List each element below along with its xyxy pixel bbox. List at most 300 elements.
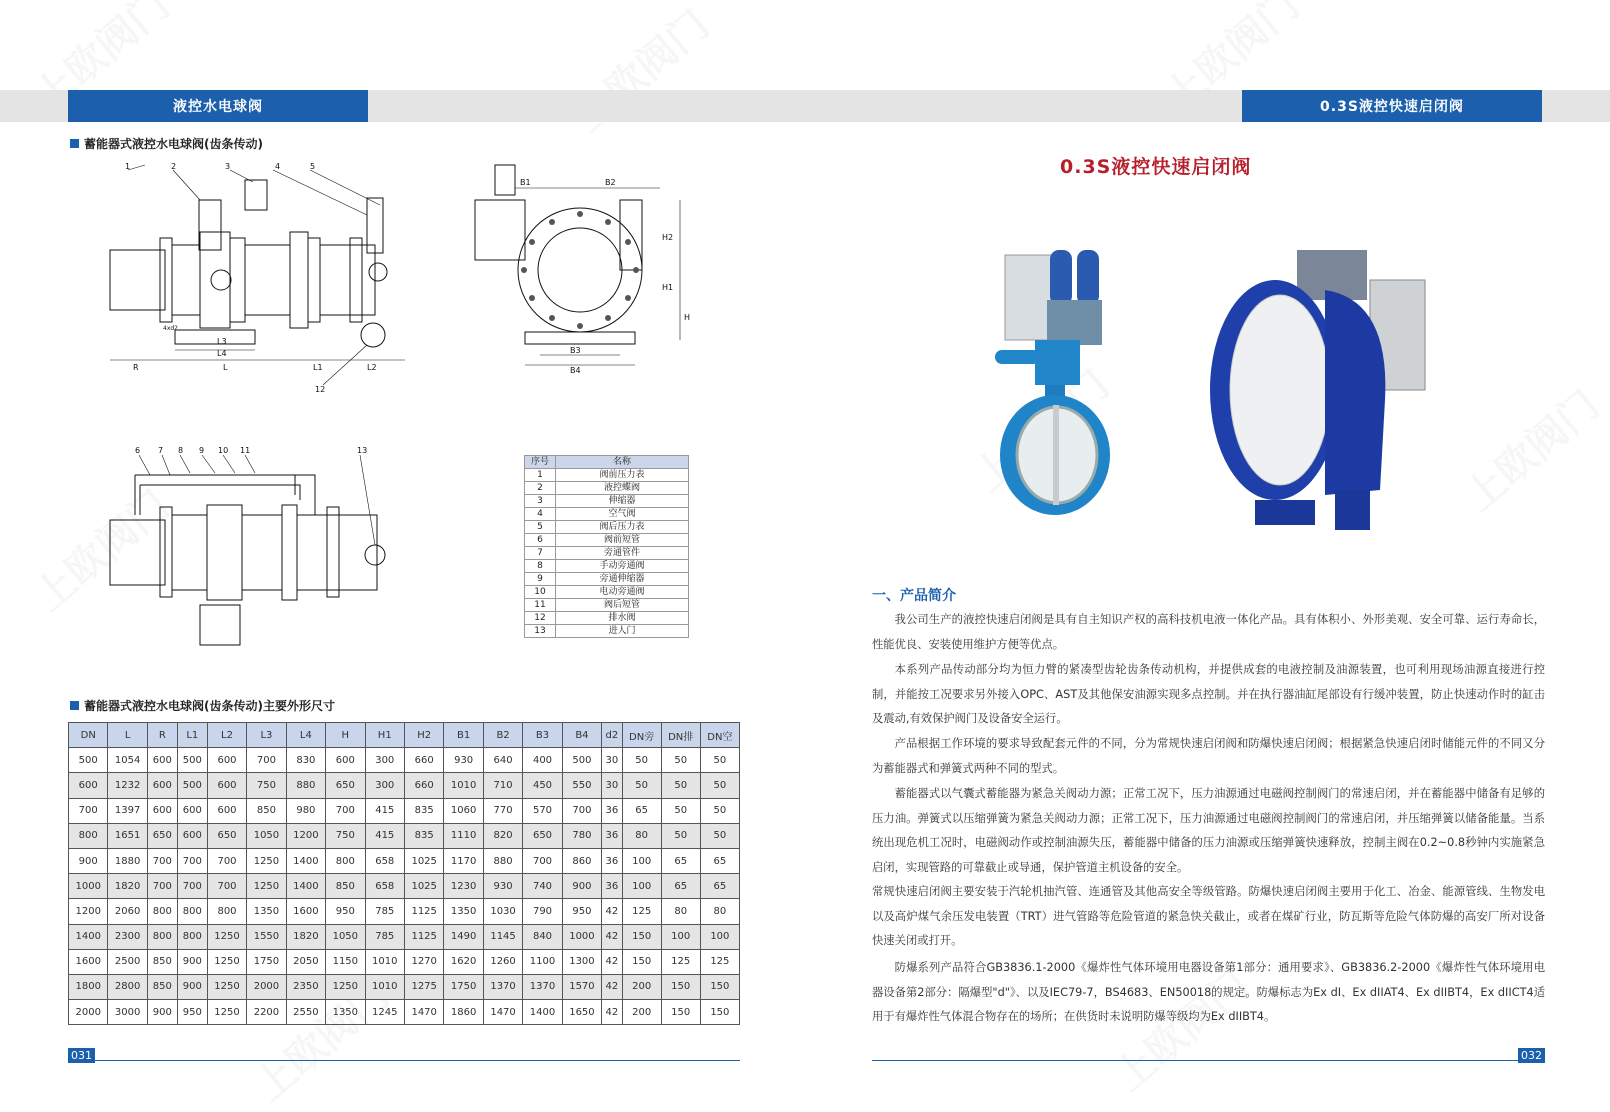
table-cell: 1170 (444, 848, 483, 873)
table-cell: 1400 (523, 1000, 562, 1025)
table-cell: 700 (147, 848, 177, 873)
column-header: H2 (404, 723, 443, 748)
legend-part-name: 空气阀 (556, 508, 689, 521)
table-cell: 1350 (247, 899, 286, 924)
column-header: L4 (286, 723, 325, 748)
table-cell: 600 (177, 823, 207, 848)
table-cell: 1125 (404, 924, 443, 949)
table-row (69, 974, 740, 999)
table-cell: 600 (207, 773, 246, 798)
right-page-header: 0.3S液控快速启闭阀 (1242, 90, 1542, 122)
table-cell: 1232 (108, 773, 147, 798)
table-cell: 980 (286, 798, 325, 823)
legend-index: 11 (525, 599, 556, 612)
table-cell: 1010 (444, 773, 483, 798)
plan-view-drawing (105, 445, 425, 660)
square-bullet-icon (70, 701, 79, 710)
table-cell: 400 (523, 748, 562, 773)
paragraph: 常规快速启闭阀主要安装于汽轮机抽汽管、连通管及其他高安全等级管路。防爆快速启闭阀主要用于化工、冶金、能源管线、生物发电以及高炉煤气余压发电装置（TRT）进气管路等危险管道的紧急快关截止，或者在煤矿行业，防瓦斯等危险气体防爆的高安厂所对设备快速关闭或打开。 (872, 885, 1545, 948)
page-footer-rule (68, 1060, 740, 1061)
table-cell: 1880 (108, 848, 147, 873)
dim-label: 4xd2 (163, 325, 178, 332)
table-cell: 415 (365, 798, 404, 823)
table-cell: 1250 (207, 974, 246, 999)
table-cell: 300 (365, 748, 404, 773)
table-cell: 1650 (562, 1000, 601, 1025)
dim-label: H2 (662, 233, 674, 242)
table-cell: 2060 (108, 899, 147, 924)
table-cell: 700 (207, 848, 246, 873)
table-cell: 1651 (108, 823, 147, 848)
table-cell: 1025 (404, 848, 443, 873)
table-cell: 800 (177, 924, 207, 949)
table-cell: 1050 (247, 823, 286, 848)
legend-row (525, 625, 689, 638)
table-cell: 1010 (365, 974, 404, 999)
table-cell: 1100 (523, 949, 562, 974)
table-cell: 1270 (404, 949, 443, 974)
table-cell: 800 (207, 899, 246, 924)
table-cell: 1275 (404, 974, 443, 999)
table-row (69, 949, 740, 974)
paragraph: 产品根据工作环境的要求导致配套元件的不同，分为常规快速启闭阀和防爆快速启闭阀；根据紧急快速启闭时储能元件的不同又分为蓄能器式和弹簧式两种不同的型式。 (872, 737, 1545, 775)
table-cell: 1620 (444, 949, 483, 974)
legend-index: 3 (525, 495, 556, 508)
paragraph: 本系列产品传动部分均为恒力臂的紧凑型齿轮齿条传动机构，并提供成套的电液控制及油源装置，也可利用现场油源直接进行控制，并能按工况要求另外接入OPC、AST及其他保安油源实现多点控制。并在执行器油缸尾部设有行缓冲装置，防止快速动作时的缸击及震动,有效保护阀门及设备安全运行。 (872, 663, 1545, 726)
legend-row (525, 547, 689, 560)
table-row (69, 1000, 740, 1025)
table-row (69, 899, 740, 924)
table-cell: 1550 (247, 924, 286, 949)
column-header: DN排 (661, 723, 700, 748)
dim-label: L4 (217, 349, 227, 358)
table-cell: 1370 (523, 974, 562, 999)
table-cell: 700 (177, 874, 207, 899)
table-cell: 785 (365, 899, 404, 924)
legend-index: 10 (525, 586, 556, 599)
table-cell: 1600 (286, 899, 325, 924)
callout-label: 3 (225, 162, 231, 171)
table-cell: 50 (661, 748, 700, 773)
table-cell: 860 (562, 848, 601, 873)
legend-row (525, 573, 689, 586)
table-cell: 1400 (286, 848, 325, 873)
table-cell: 50 (700, 823, 739, 848)
legend-part-name: 伸缩器 (556, 495, 689, 508)
legend-part-name: 手动旁通阀 (556, 560, 689, 573)
table-cell: 1350 (326, 1000, 365, 1025)
table-cell: 300 (365, 773, 404, 798)
table-cell: 36 (602, 874, 622, 899)
table-cell: 600 (326, 748, 365, 773)
table-cell: 850 (247, 798, 286, 823)
table-cell: 2300 (108, 924, 147, 949)
table-cell: 1250 (247, 874, 286, 899)
table-cell: 1245 (365, 1000, 404, 1025)
table-cell: 1397 (108, 798, 147, 823)
table-cell: 880 (483, 848, 522, 873)
table-cell: 750 (326, 823, 365, 848)
table-cell: 1000 (69, 874, 108, 899)
legend-part-name: 阀前短管 (556, 534, 689, 547)
table-cell: 900 (562, 874, 601, 899)
table-row (69, 798, 740, 823)
table-cell: 50 (661, 823, 700, 848)
column-header: B4 (562, 723, 601, 748)
table-cell: 42 (602, 974, 622, 999)
table-cell: 900 (177, 949, 207, 974)
paragraph: 我公司生产的液控快速启闭阀是具有自主知识产权的高科技机电液一体化产品。具有体积小、外形美观、安全可靠、运行寿命长，性能优良、安装使用维护方便等优点。 (872, 613, 1545, 651)
column-header: L2 (207, 723, 246, 748)
dim-label: H1 (662, 283, 674, 292)
table-cell: 650 (326, 773, 365, 798)
table-cell: 700 (247, 748, 286, 773)
table-cell: 2550 (286, 1000, 325, 1025)
table-cell: 150 (622, 949, 661, 974)
table-cell: 1150 (326, 949, 365, 974)
butterfly-valve-photo (995, 245, 1115, 525)
table-cell: 900 (147, 1000, 177, 1025)
table-cell: 2350 (286, 974, 325, 999)
callout-label: 10 (218, 446, 229, 455)
table-row (69, 773, 740, 798)
table-cell: 700 (147, 874, 177, 899)
legend-index: 6 (525, 534, 556, 547)
table-cell: 600 (177, 798, 207, 823)
table-cell: 1125 (404, 899, 443, 924)
dim-label: H (684, 313, 691, 322)
legend-row (525, 495, 689, 508)
table-cell: 50 (700, 748, 739, 773)
legend-index: 4 (525, 508, 556, 521)
table-cell: 1750 (247, 949, 286, 974)
table-cell: 1010 (365, 949, 404, 974)
column-header: DN (69, 723, 108, 748)
table-cell: 640 (483, 748, 522, 773)
table-cell: 930 (483, 874, 522, 899)
table-cell: 570 (523, 798, 562, 823)
legend-row (525, 612, 689, 625)
legend-row (525, 508, 689, 521)
callout-label: 9 (199, 446, 205, 455)
table-cell: 150 (661, 974, 700, 999)
table-cell: 700 (69, 798, 108, 823)
table-cell: 30 (602, 773, 622, 798)
table-cell: 850 (147, 974, 177, 999)
legend-row (525, 534, 689, 547)
table-cell: 450 (523, 773, 562, 798)
legend-header: 名称 (556, 456, 689, 469)
table-cell: 2000 (247, 974, 286, 999)
table-cell: 650 (147, 823, 177, 848)
table-cell: 1230 (444, 874, 483, 899)
table-cell: 500 (562, 748, 601, 773)
dim-label: B4 (570, 366, 581, 375)
parts-legend-table (524, 455, 689, 638)
dim-label: L2 (367, 363, 377, 372)
page-number: 032 (1518, 1048, 1545, 1063)
table-cell: 65 (700, 874, 739, 899)
table-cell: 710 (483, 773, 522, 798)
dimensions-table (68, 722, 740, 1025)
table-cell: 1110 (444, 823, 483, 848)
table-cell: 790 (523, 899, 562, 924)
dim-label: L1 (313, 363, 323, 372)
callout-label: 13 (357, 446, 368, 455)
table-cell: 80 (622, 823, 661, 848)
table-cell: 500 (177, 773, 207, 798)
table-cell: 2800 (108, 974, 147, 999)
column-header: B1 (444, 723, 483, 748)
table-cell: 950 (326, 899, 365, 924)
table-cell: 700 (523, 848, 562, 873)
section-heading-text: 蓄能器式液控水电球阀(齿条传动) (84, 137, 263, 151)
table-cell: 1400 (286, 874, 325, 899)
table-cell: 1000 (562, 924, 601, 949)
legend-index: 8 (525, 560, 556, 573)
table-cell: 750 (247, 773, 286, 798)
table-cell: 65 (622, 798, 661, 823)
table-cell: 2500 (108, 949, 147, 974)
table-cell: 780 (562, 823, 601, 848)
table-row (69, 848, 740, 873)
left-page-header: 液控水电球阀 (68, 90, 368, 122)
table-cell: 50 (661, 773, 700, 798)
table-cell: 36 (602, 798, 622, 823)
table-cell: 1820 (108, 874, 147, 899)
callout-label: 6 (135, 446, 141, 455)
table-cell: 600 (69, 773, 108, 798)
table-cell: 658 (365, 848, 404, 873)
table-cell: 950 (562, 899, 601, 924)
table-cell: 650 (207, 823, 246, 848)
large-valve-photo (1205, 240, 1435, 540)
column-header: B3 (523, 723, 562, 748)
table-cell: 65 (661, 874, 700, 899)
column-header: DN空 (700, 723, 739, 748)
legend-index: 1 (525, 469, 556, 482)
table-cell: 1060 (444, 798, 483, 823)
table-cell: 50 (700, 773, 739, 798)
table-cell: 1250 (207, 924, 246, 949)
table-cell: 600 (147, 748, 177, 773)
table-cell: 1250 (207, 949, 246, 974)
table-cell: 36 (602, 823, 622, 848)
legend-row (525, 469, 689, 482)
table-cell: 1470 (483, 1000, 522, 1025)
table-cell: 125 (700, 949, 739, 974)
table-cell: 900 (177, 974, 207, 999)
side-view-drawing (470, 160, 700, 375)
callout-label: 8 (178, 446, 184, 455)
table-cell: 200 (622, 1000, 661, 1025)
legend-part-name: 电动旁通阀 (556, 586, 689, 599)
table-cell: 150 (700, 1000, 739, 1025)
callout-label: 12 (315, 385, 326, 394)
table-cell: 800 (69, 823, 108, 848)
dim-label: L (223, 363, 228, 372)
table-cell: 650 (523, 823, 562, 848)
table-cell: 930 (444, 748, 483, 773)
table-cell: 80 (700, 899, 739, 924)
table-cell: 100 (700, 924, 739, 949)
callout-label: 5 (310, 162, 316, 171)
table-cell: 700 (207, 874, 246, 899)
table-cell: 42 (602, 899, 622, 924)
legend-part-name: 排水阀 (556, 612, 689, 625)
table-cell: 1600 (69, 949, 108, 974)
table-cell: 50 (622, 773, 661, 798)
table-cell: 800 (177, 899, 207, 924)
table-cell: 415 (365, 823, 404, 848)
callout-label: 4 (275, 162, 281, 171)
table-cell: 1570 (562, 974, 601, 999)
table-cell: 600 (147, 773, 177, 798)
dim-label: B2 (605, 178, 616, 187)
table-cell: 830 (286, 748, 325, 773)
table-cell: 42 (602, 949, 622, 974)
table-cell: 1350 (444, 899, 483, 924)
section-heading-dimensions (70, 697, 335, 714)
product-title: 0.3S液控快速启闭阀 (1060, 156, 1252, 178)
table-cell: 30 (602, 748, 622, 773)
table-cell: 50 (700, 798, 739, 823)
legend-part-name: 阀后短管 (556, 599, 689, 612)
table-cell: 150 (622, 924, 661, 949)
table-cell: 800 (326, 848, 365, 873)
table-cell: 600 (207, 798, 246, 823)
table-cell: 150 (661, 1000, 700, 1025)
table-cell: 835 (404, 823, 443, 848)
table-cell: 850 (326, 874, 365, 899)
table-cell: 100 (622, 874, 661, 899)
table-cell: 2050 (286, 949, 325, 974)
table-cell: 1250 (247, 848, 286, 873)
legend-index: 2 (525, 482, 556, 495)
section-heading-text: 蓄能器式液控水电球阀(齿条传动)主要外形尺寸 (84, 699, 335, 713)
table-row (69, 924, 740, 949)
legend-part-name: 液控蝶阀 (556, 482, 689, 495)
column-header: DN旁 (622, 723, 661, 748)
table-cell: 500 (69, 748, 108, 773)
table-cell: 65 (661, 848, 700, 873)
front-view-drawing (105, 160, 425, 400)
table-cell: 150 (700, 974, 739, 999)
table-cell: 50 (661, 798, 700, 823)
table-cell: 1750 (444, 974, 483, 999)
table-cell: 500 (177, 748, 207, 773)
table-cell: 785 (365, 924, 404, 949)
table-cell: 1250 (207, 1000, 246, 1025)
column-header: R (147, 723, 177, 748)
table-cell: 1200 (69, 899, 108, 924)
column-header: H (326, 723, 365, 748)
table-cell: 42 (602, 1000, 622, 1025)
table-cell: 820 (483, 823, 522, 848)
callout-label: 2 (171, 162, 177, 171)
table-cell: 1145 (483, 924, 522, 949)
dim-label: B3 (570, 346, 581, 355)
section-heading-intro: 一、产品简介 (872, 588, 956, 604)
table-cell: 1025 (404, 874, 443, 899)
table-cell: 800 (147, 924, 177, 949)
table-cell: 900 (69, 848, 108, 873)
table-row (69, 823, 740, 848)
legend-row (525, 560, 689, 573)
table-cell: 50 (622, 748, 661, 773)
table-cell: 1800 (69, 974, 108, 999)
legend-part-name: 阀前压力表 (556, 469, 689, 482)
legend-row (525, 586, 689, 599)
table-cell: 1260 (483, 949, 522, 974)
table-cell: 125 (661, 949, 700, 974)
table-cell: 65 (700, 848, 739, 873)
table-cell: 800 (147, 899, 177, 924)
table-cell: 740 (523, 874, 562, 899)
table-cell: 770 (483, 798, 522, 823)
table-cell: 550 (562, 773, 601, 798)
column-header: B2 (483, 723, 522, 748)
column-header: L3 (247, 723, 286, 748)
table-cell: 1030 (483, 899, 522, 924)
column-header: L (108, 723, 147, 748)
legend-part-name: 旁通管件 (556, 547, 689, 560)
table-cell: 658 (365, 874, 404, 899)
legend-index: 5 (525, 521, 556, 534)
table-cell: 42 (602, 924, 622, 949)
table-cell: 835 (404, 798, 443, 823)
table-cell: 1820 (286, 924, 325, 949)
legend-header: 序号 (525, 456, 556, 469)
table-cell: 1250 (326, 974, 365, 999)
column-header: H1 (365, 723, 404, 748)
table-cell: 100 (661, 924, 700, 949)
table-cell: 600 (147, 798, 177, 823)
legend-part-name: 阀后压力表 (556, 521, 689, 534)
table-cell: 200 (622, 974, 661, 999)
legend-index: 13 (525, 625, 556, 638)
table-cell: 660 (404, 773, 443, 798)
table-cell: 1490 (444, 924, 483, 949)
table-cell: 100 (622, 848, 661, 873)
table-cell: 660 (404, 748, 443, 773)
dim-label: R (133, 363, 139, 372)
table-cell: 1470 (404, 1000, 443, 1025)
dim-label: B1 (520, 178, 531, 187)
table-cell: 1370 (483, 974, 522, 999)
table-cell: 600 (207, 748, 246, 773)
table-cell: 3000 (108, 1000, 147, 1025)
table-cell: 950 (177, 1000, 207, 1025)
table-cell: 700 (177, 848, 207, 873)
table-cell: 840 (523, 924, 562, 949)
legend-index: 7 (525, 547, 556, 560)
table-cell: 850 (147, 949, 177, 974)
callout-label: 7 (158, 446, 164, 455)
legend-part-name: 旁通伸缩器 (556, 573, 689, 586)
page-footer-rule (872, 1060, 1545, 1061)
square-bullet-icon (70, 139, 79, 148)
legend-row (525, 521, 689, 534)
watermark (1450, 375, 1609, 522)
legend-part-name: 进人门 (556, 625, 689, 638)
table-cell: 1054 (108, 748, 147, 773)
legend-row (525, 482, 689, 495)
paragraph: 防爆系列产品符合GB3836.1-2000《爆炸性气体环境用电器设备第1部分：通用要求》、GB3836.2-2000《爆炸性气体环境用电器设备第2部分：隔爆型"d"》、以及IEC79-7，BS4683、EN50018的规定。防爆标志为Ex dI、Ex dIIAT4、Ex dIIBT4，Ex dIICT4适用于有爆炸性气体混合物存在的场所；在供货时未说明防爆等级均为Ex dIIBT4。 (872, 961, 1545, 1024)
legend-row (525, 599, 689, 612)
table-cell: 1200 (286, 823, 325, 848)
table-cell: 1050 (326, 924, 365, 949)
